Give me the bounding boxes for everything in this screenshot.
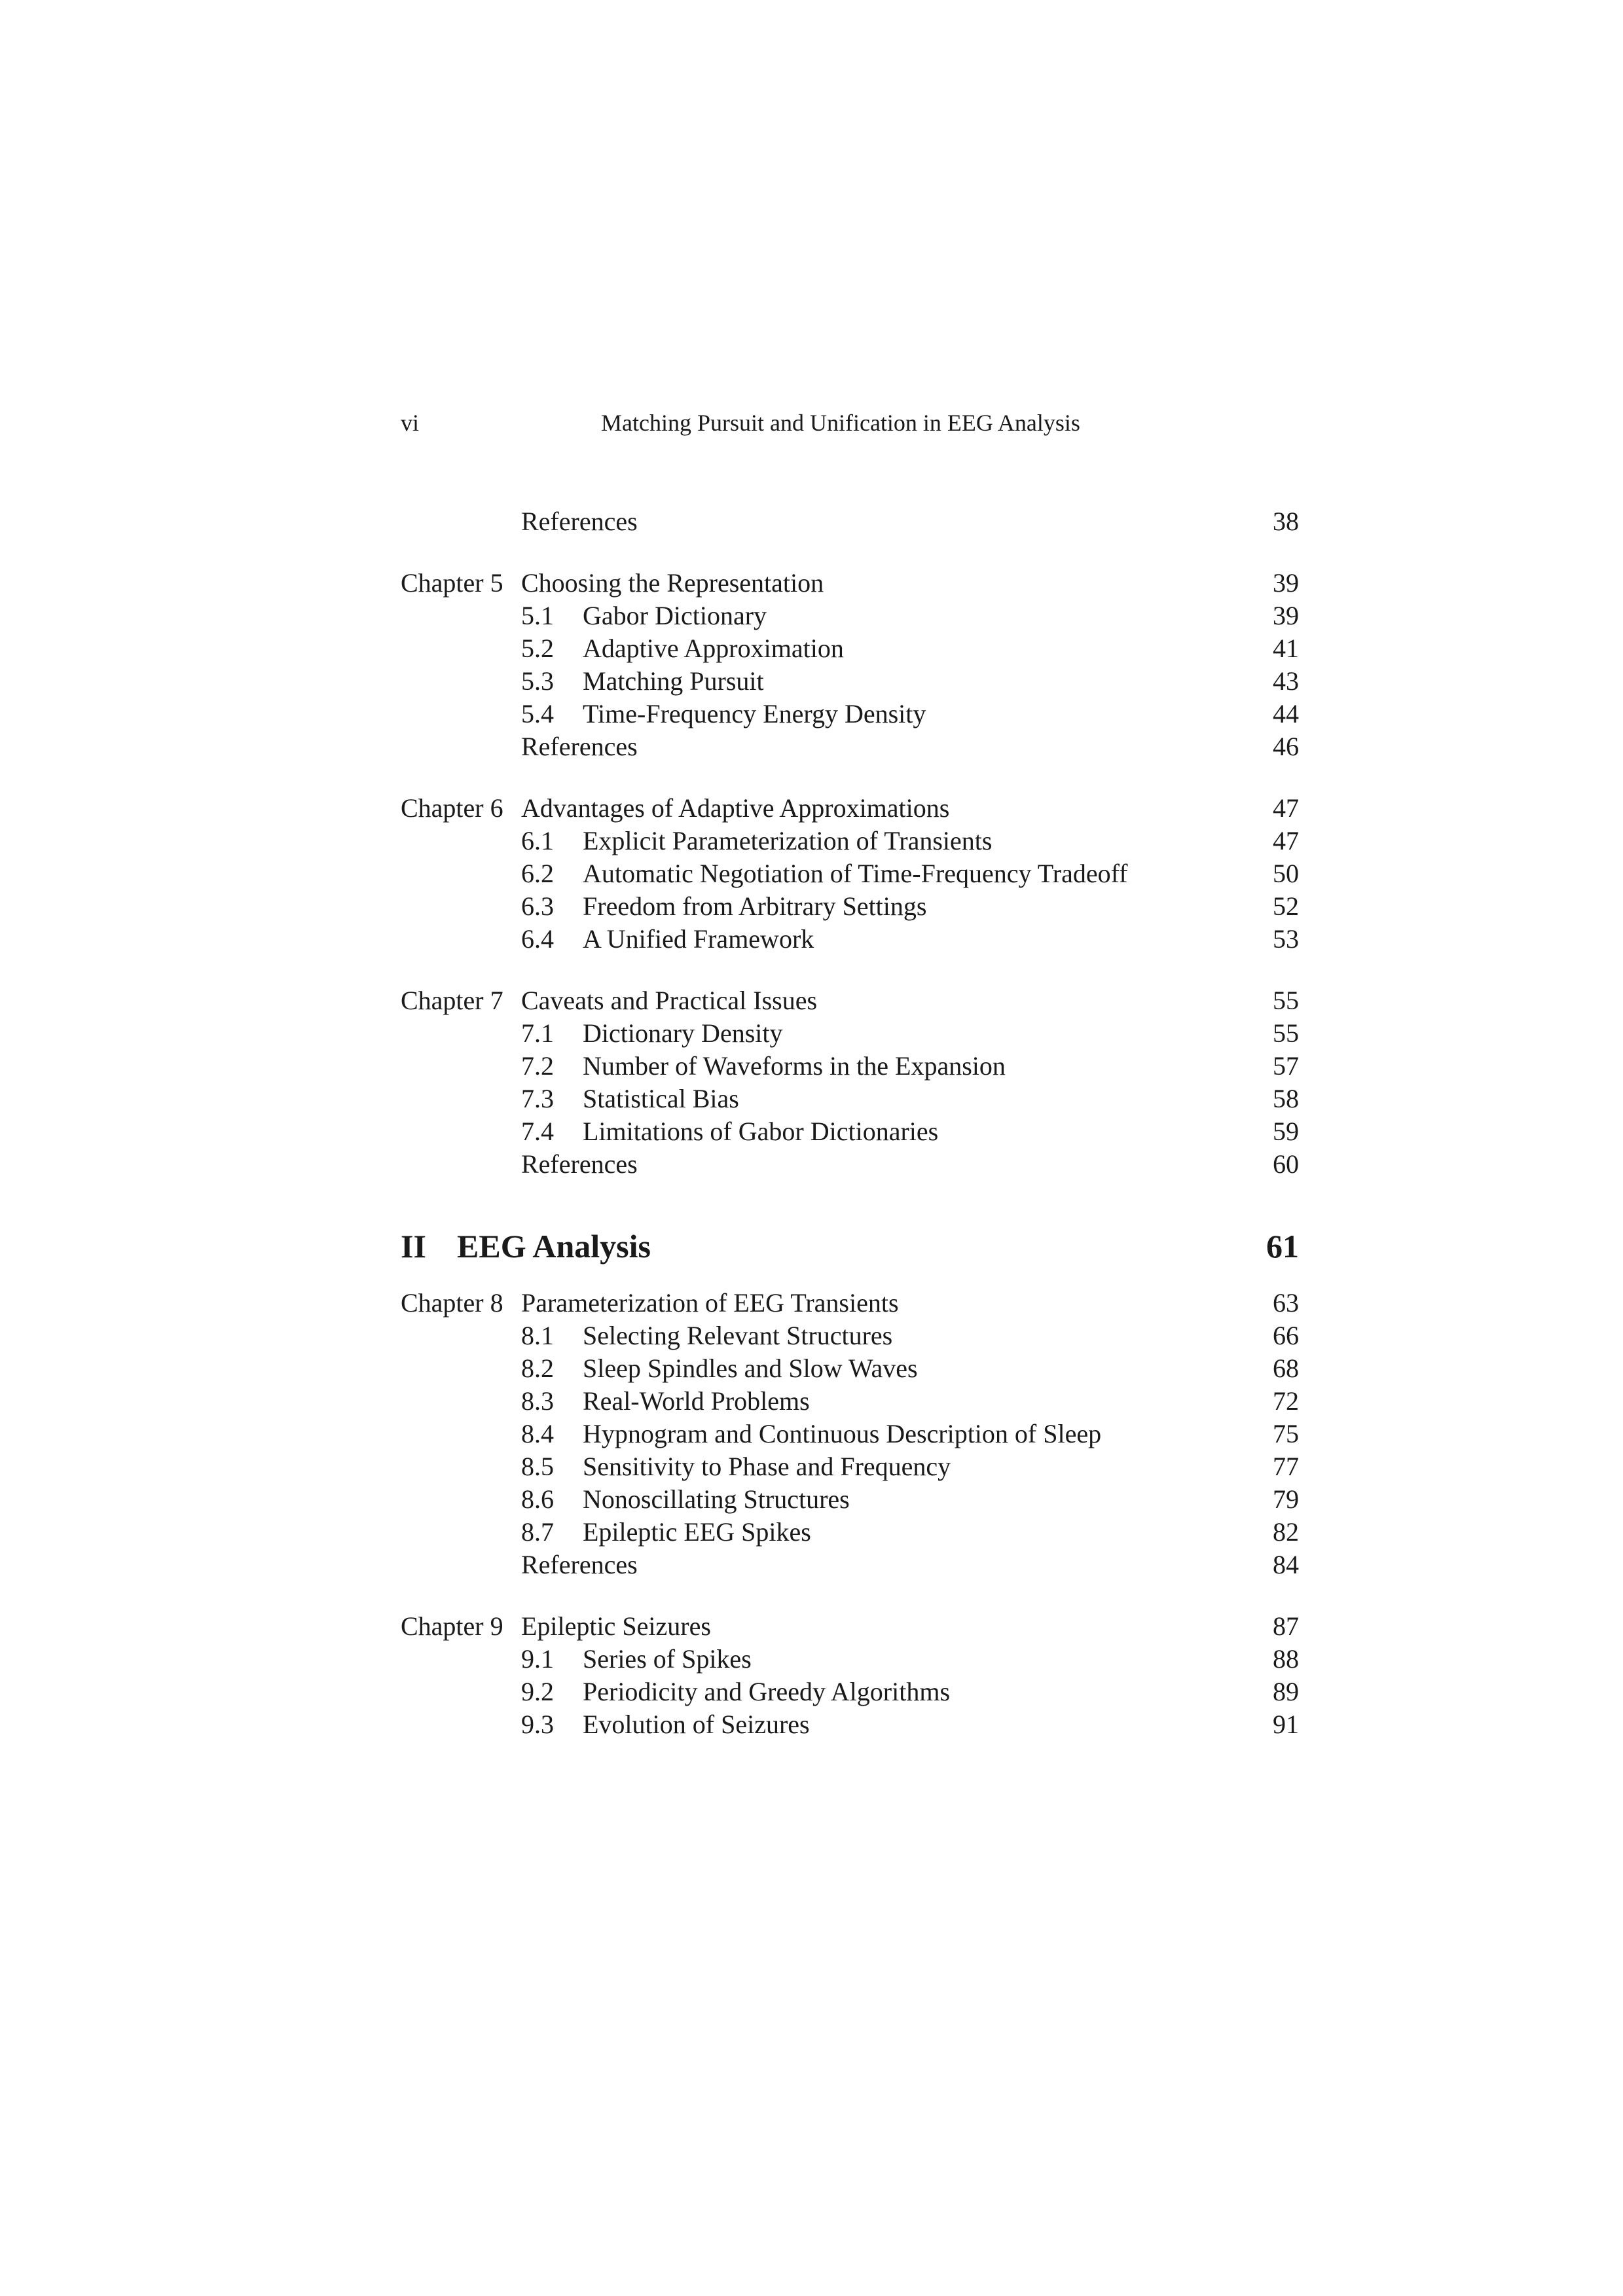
- section-title: Limitations of Gabor Dictionaries: [583, 1117, 939, 1146]
- section-title: Hypnogram and Continuous Description of Sleep: [583, 1419, 1102, 1448]
- toc-references-entry: [401, 730, 1299, 763]
- entry-page-number: 58: [1273, 1084, 1299, 1113]
- entry-page-number: 87: [1273, 1611, 1299, 1641]
- toc-references-entry: [401, 1549, 1299, 1581]
- entry-page-number: 50: [1273, 859, 1299, 888]
- section-title: Freedom from Arbitrary Settings: [583, 891, 927, 921]
- section-number: 5.1: [521, 601, 554, 630]
- toc-section-entry: [401, 698, 1299, 730]
- entry-page-number: 82: [1273, 1517, 1299, 1547]
- section-title: Series of Spikes: [583, 1644, 752, 1674]
- section-title: Statistical Bias: [583, 1084, 739, 1113]
- section-number: 8.6: [521, 1484, 554, 1514]
- references-label: References: [521, 732, 638, 761]
- section-number: 8.1: [521, 1321, 554, 1350]
- entry-page-number: 39: [1273, 601, 1299, 630]
- section-number: 5.4: [521, 699, 554, 728]
- toc-section-entry: [401, 1017, 1299, 1050]
- section-number: 7.1: [521, 1018, 554, 1048]
- section-number: 8.4: [521, 1419, 554, 1448]
- entry-page-number: 60: [1273, 1149, 1299, 1179]
- toc-section-entry: [401, 1643, 1299, 1676]
- chapter-label: Chapter 6: [401, 793, 503, 823]
- section-title: Nonoscillating Structures: [583, 1484, 850, 1514]
- toc-section-entry: [401, 1319, 1299, 1352]
- chapter-title: Parameterization of EEG Transients: [521, 1288, 899, 1318]
- entry-page-number: 75: [1273, 1419, 1299, 1448]
- section-title: Selecting Relevant Structures: [583, 1321, 893, 1350]
- section-number: 6.3: [521, 891, 554, 921]
- toc-spacer: [401, 538, 1299, 567]
- page-number: vi: [401, 410, 420, 436]
- section-number: 6.4: [521, 924, 554, 954]
- toc-section-entry: [401, 632, 1299, 665]
- entry-page-number: 44: [1273, 699, 1299, 728]
- references-label: References: [521, 1149, 638, 1179]
- entry-page-number: 55: [1273, 986, 1299, 1015]
- toc-section-entry: [401, 857, 1299, 890]
- toc-section-entry: [401, 1516, 1299, 1549]
- entry-page-number: 63: [1273, 1288, 1299, 1318]
- section-title: A Unified Framework: [583, 924, 814, 954]
- section-title: Dictionary Density: [583, 1018, 783, 1048]
- chapter-title: Epileptic Seizures: [521, 1611, 711, 1641]
- toc-part-heading: [401, 1225, 1299, 1267]
- entry-page-number: 68: [1273, 1354, 1299, 1383]
- section-title: Epileptic EEG Spikes: [583, 1517, 811, 1547]
- section-title: Number of Waveforms in the Expansion: [583, 1051, 1006, 1081]
- toc-section-entry: [401, 1676, 1299, 1708]
- entry-page-number: 88: [1273, 1644, 1299, 1674]
- chapter-title: Caveats and Practical Issues: [521, 986, 818, 1015]
- running-title: Matching Pursuit and Unification in EEG Analysis: [601, 410, 1080, 436]
- section-title: Matching Pursuit: [583, 666, 764, 696]
- toc-section-entry: [401, 825, 1299, 857]
- entry-page-number: 77: [1273, 1452, 1299, 1481]
- entry-page-number: 91: [1273, 1710, 1299, 1739]
- toc-section-entry: [401, 1352, 1299, 1385]
- section-title: Evolution of Seizures: [583, 1710, 810, 1739]
- entry-page-number: 84: [1273, 1550, 1299, 1579]
- toc-spacer: [401, 956, 1299, 984]
- section-number: 8.5: [521, 1452, 554, 1481]
- toc-section-entry: [401, 1450, 1299, 1483]
- toc-chapter-entry: [401, 792, 1299, 825]
- entry-page-number: 79: [1273, 1484, 1299, 1514]
- chapter-label: Chapter 5: [401, 568, 503, 598]
- entry-page-number: 57: [1273, 1051, 1299, 1081]
- entry-page-number: 47: [1273, 826, 1299, 855]
- entry-page-number: 43: [1273, 666, 1299, 696]
- section-number: 8.2: [521, 1354, 554, 1383]
- toc-section-entry: [401, 1115, 1299, 1148]
- entry-page-number: 47: [1273, 793, 1299, 823]
- toc-chapter-entry: [401, 1610, 1299, 1643]
- entry-page-number: 66: [1273, 1321, 1299, 1350]
- entry-page-number: 55: [1273, 1018, 1299, 1048]
- chapter-label: Chapter 7: [401, 986, 503, 1015]
- section-number: 5.2: [521, 634, 554, 663]
- toc-chapter-entry: [401, 567, 1299, 600]
- chapter-title: Advantages of Adaptive Approximations: [521, 793, 950, 823]
- table-of-contents: [401, 505, 1299, 1741]
- toc-spacer: [401, 1581, 1299, 1610]
- toc-section-entry: [401, 1050, 1299, 1083]
- toc-section-entry: [401, 665, 1299, 698]
- section-title: Time-Frequency Energy Density: [583, 699, 926, 728]
- entry-page-number: 46: [1273, 732, 1299, 761]
- toc-section-entry: [401, 1708, 1299, 1741]
- toc-chapter-entry: [401, 984, 1299, 1017]
- toc-references-entry: [401, 505, 1299, 538]
- toc-section-entry: [401, 1083, 1299, 1115]
- section-title: Adaptive Approximation: [583, 634, 844, 663]
- section-title: Explicit Parameterization of Transients: [583, 826, 993, 855]
- toc-section-entry: [401, 600, 1299, 632]
- toc-section-entry: [401, 890, 1299, 923]
- toc-section-entry: [401, 1418, 1299, 1450]
- toc-section-entry: [401, 1483, 1299, 1516]
- references-label: References: [521, 1550, 638, 1579]
- entry-page-number: 53: [1273, 924, 1299, 954]
- references-label: References: [521, 507, 638, 536]
- entry-page-number: 38: [1273, 507, 1299, 536]
- toc-section-entry: [401, 1385, 1299, 1418]
- chapter-label: Chapter 8: [401, 1288, 503, 1318]
- part-title: EEG Analysis: [457, 1228, 651, 1265]
- toc-references-entry: [401, 1148, 1299, 1181]
- section-title: Sleep Spindles and Slow Waves: [583, 1354, 918, 1383]
- toc-section-entry: [401, 923, 1299, 956]
- section-number: 7.4: [521, 1117, 554, 1146]
- toc-spacer: [401, 763, 1299, 792]
- entry-page-number: 41: [1273, 634, 1299, 663]
- section-number: 9.1: [521, 1644, 554, 1674]
- chapter-label: Chapter 9: [401, 1611, 503, 1641]
- chapter-title: Choosing the Representation: [521, 568, 824, 598]
- section-title: Periodicity and Greedy Algorithms: [583, 1677, 951, 1706]
- section-title: Real-World Problems: [583, 1386, 810, 1416]
- section-title: Gabor Dictionary: [583, 601, 767, 630]
- section-number: 8.7: [521, 1517, 554, 1547]
- section-number: 6.2: [521, 859, 554, 888]
- section-title: Sensitivity to Phase and Frequency: [583, 1452, 951, 1481]
- section-number: 6.1: [521, 826, 554, 855]
- toc-chapter-entry: [401, 1287, 1299, 1319]
- section-number: 8.3: [521, 1386, 554, 1416]
- entry-page-number: 39: [1273, 568, 1299, 598]
- section-number: 9.2: [521, 1677, 554, 1706]
- entry-page-number: 89: [1273, 1677, 1299, 1706]
- section-number: 7.2: [521, 1051, 554, 1081]
- section-title: Automatic Negotiation of Time-Frequency Tradeoff: [583, 859, 1128, 888]
- page-header: [401, 403, 1298, 442]
- part-number: II: [401, 1228, 426, 1265]
- section-number: 5.3: [521, 666, 554, 696]
- part-page-number: 61: [1266, 1228, 1299, 1265]
- entry-page-number: 72: [1273, 1386, 1299, 1416]
- entry-page-number: 52: [1273, 891, 1299, 921]
- entry-page-number: 59: [1273, 1117, 1299, 1146]
- section-number: 7.3: [521, 1084, 554, 1113]
- section-number: 9.3: [521, 1710, 554, 1739]
